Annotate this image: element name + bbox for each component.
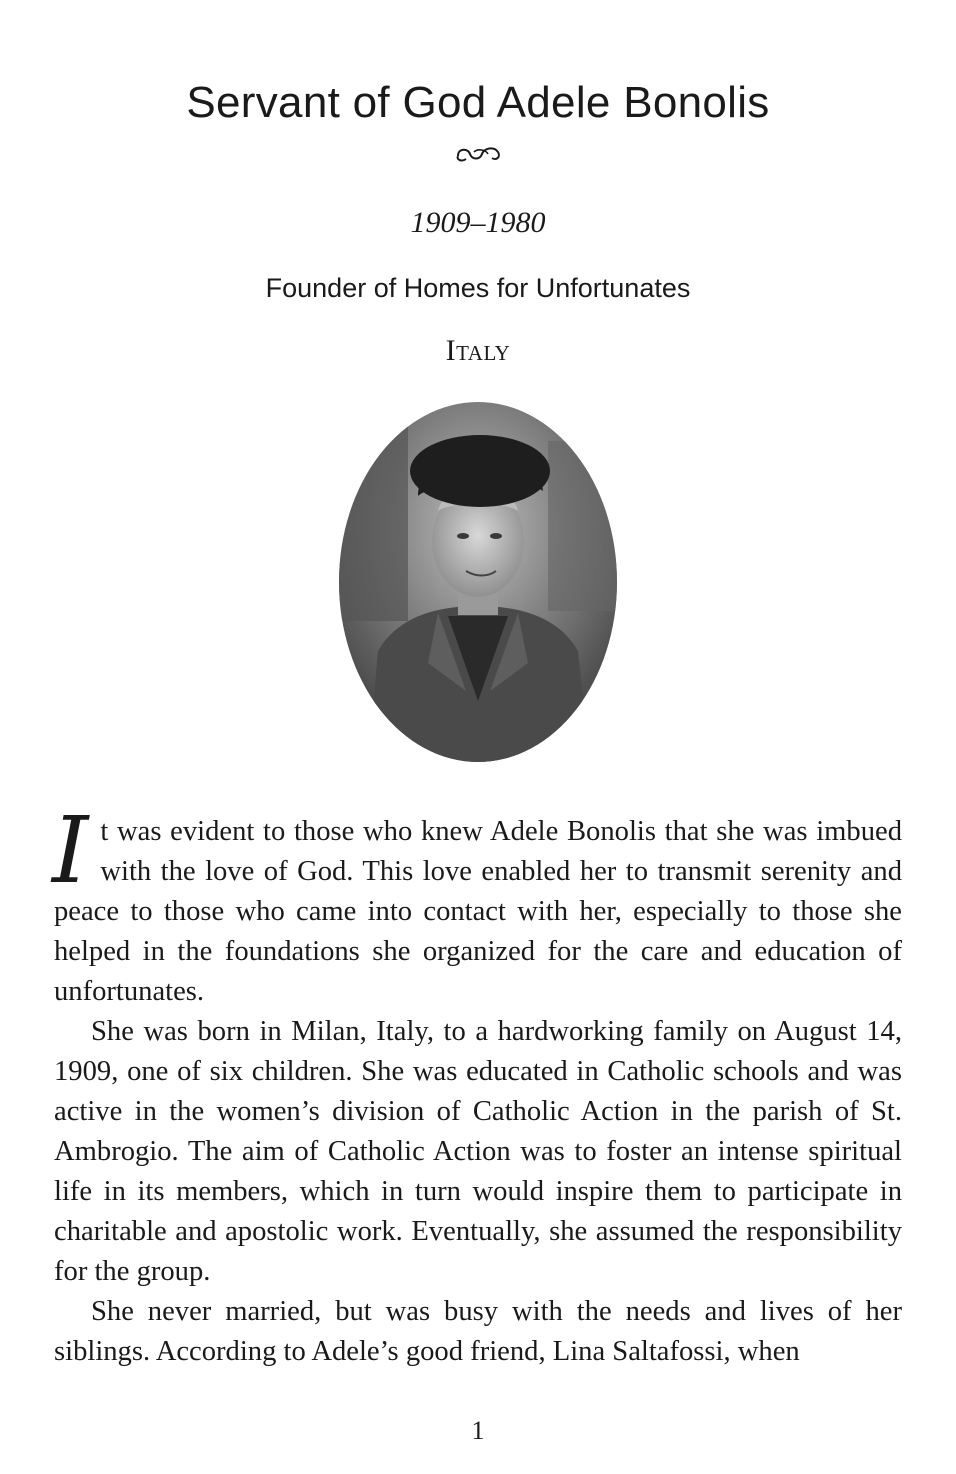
paragraph-1	[52, 797, 902, 1012]
paragraph-1-text: t was evident to those who knew Adele Bonolis that she was imbued with the love of God. This love enabled her to transmit serenity and peace to those who came into contact with her, especially to those she helped in the foundations she organized for the care and education of unfortunates.	[54, 816, 902, 1007]
paragraph-3: She never married, but was busy with the needs and lives of her siblings. According to Adele’s good friend, Lina Saltafossi, when	[54, 1296, 902, 1367]
page-title: Servant of God Adele Bonolis	[186, 78, 770, 127]
body-text	[52, 797, 902, 1372]
life-dates: 1909–1980	[410, 206, 546, 239]
portrait-photo	[338, 401, 618, 763]
page-number: 1	[471, 1416, 485, 1445]
paragraph-2: She was born in Milan, Italy, to a hardworking family on August 14, 1909, one of six children. She was educated in Catholic schools and was active in the women’s division of Catholic Action in the parish of St. Ambrogio. The aim of Catholic Action was to foster an intense spiritual life in its members, which in turn would inspire them to participate in charitable and apostolic work. Eventually, she assumed the responsibility for the group.	[54, 1016, 902, 1287]
fleuron-ornament-icon	[452, 142, 504, 166]
drop-cap: I	[52, 797, 89, 904]
subtitle: Founder of Homes for Unfortunates	[265, 273, 691, 303]
country-label: Italy	[445, 334, 511, 367]
